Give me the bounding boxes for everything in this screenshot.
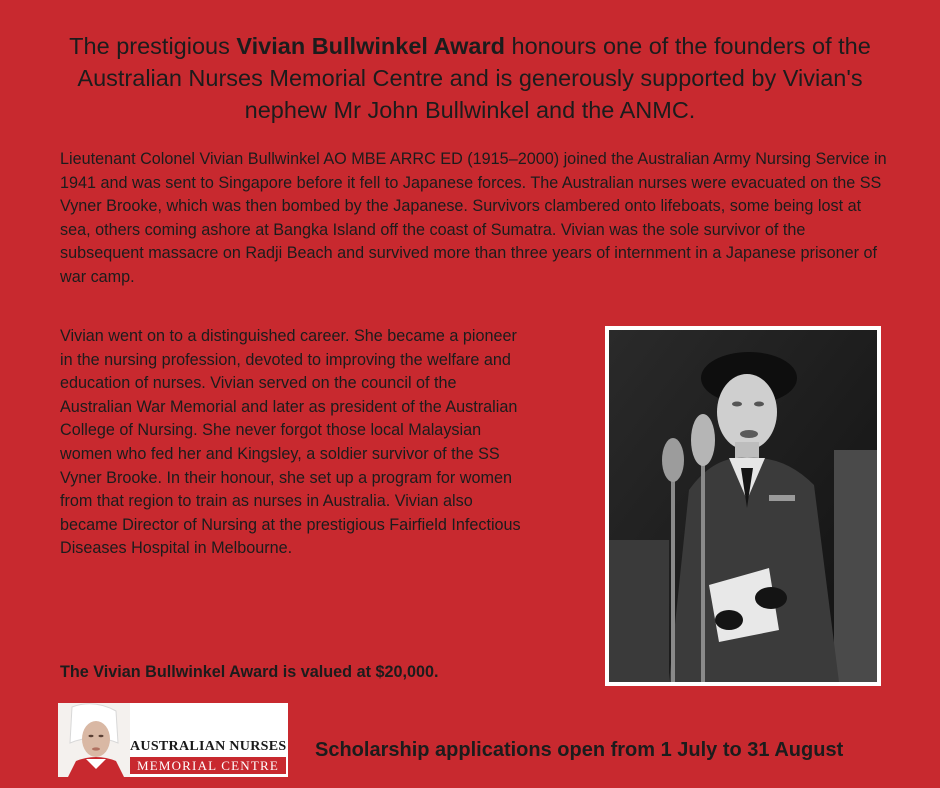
anmc-logo	[58, 703, 288, 777]
logo-subtitle: MEMORIAL CENTRE	[130, 757, 286, 774]
headline	[40, 30, 900, 126]
logo-text	[130, 739, 286, 774]
headline-prefix: The prestigious	[69, 33, 237, 59]
scholarship-cta: Scholarship applications open from 1 July to 31 August	[315, 739, 844, 761]
photo-illustration	[609, 330, 877, 682]
intro-paragraph: Lieutenant Colonel Vivian Bullwinkel AO MBE ARRC ED (1915–2000) joined the Australian Army Nursing Service in 1941 and was sent to Singapore before it fell to Japanese forces. The Australian nurses were evacuated on the SS Vyner Brooke, which was then bombed by the Japanese. Survivors clambered onto lifeboats, some being lost at sea, others coming ashore at Bangka Island off the coast of Sumatra. Vivian was the sole survivor of the subsequent massacre on Radji Beach and survived more than three years of internment in a Japanese prisoner of war camp.	[60, 150, 887, 286]
career-paragraph: Vivian went on to a distinguished career. She became a pioneer in the nursing profession, devoted to improving the welfare and education of nurses. Vivian served on the council of the Australian War Memorial and later as president of the Australian College of Nursing. She never forgot those local Malaysian women who fed her and Kingsley, a soldier survivor of the SS Vyner Brooke. In their honour, she set up a program for women from that region to train as nurses in Australia. Vivian also became Director of Nursing at the prestigious Fairfield Infectious Diseases Hospital in Melbourne.	[60, 327, 521, 558]
award-value: The Vivian Bullwinkel Award is valued at $20,000.	[60, 663, 439, 681]
headline-award-name: Vivian Bullwinkel Award	[236, 33, 505, 59]
vivian-bullwinkel-photo	[605, 326, 881, 686]
headline-suffix: honours one of the founders of the Australian Nurses Memorial Centre and is generously supported by Vivian's nephew Mr John Bullwinkel and the ANMC.	[77, 33, 871, 123]
nurse-portrait-icon	[58, 703, 130, 777]
logo-title: AUSTRALIAN NURSES	[130, 739, 287, 754]
